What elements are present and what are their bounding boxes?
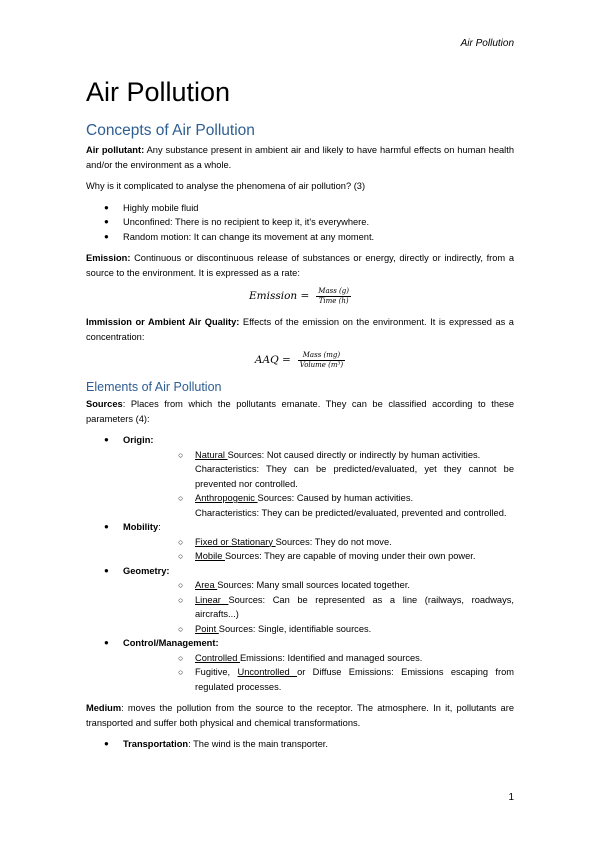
item-text: Sources: Can be represented as a line (railways, roadways, aircrafts...) [195,594,514,619]
item-prefix: Fugitive, [195,667,238,677]
formula-numerator: Mass (g) [318,287,349,295]
list-item: ● Unconfined: There is no recipient to keep it, it's everywhere. [86,215,514,230]
formula-lhs: AAQ = [254,354,291,367]
item-text: Sources: They do not move. [275,536,392,547]
underlined-term: Linear [195,594,229,605]
parameter-label-geometry: Geometry: [123,565,170,576]
list-item-controlled [123,651,514,666]
parameter-label-origin: Origin: [123,435,154,445]
term-immission: Immission or Ambient Air Quality: [86,317,240,327]
formula-lhs: Emission = [248,290,310,303]
characteristics-text: Characteristics: They can be predicted/evaluated, yet they cannot be prevented nor controlled. [195,464,514,489]
item-text: : The wind is the main transporter. [188,739,328,749]
term-transportation: Transportation [123,739,189,749]
paragraph-immission [86,315,514,344]
list-item: ● Highly mobile fluid [86,201,514,216]
label-suffix: : [158,522,161,532]
origin-sublist [123,448,514,521]
paragraph-medium [86,701,514,730]
list-item-mobility [86,520,514,564]
underlined-term: Mobile [195,551,225,561]
section-heading-concepts: Concepts of Air Pollution [86,122,255,139]
term-emission: Emission: [86,253,131,263]
paragraph-air-pollutant [86,143,514,172]
underlined-term: Fixed or Stationary [195,536,276,547]
formula-fraction [316,287,351,306]
term-air-pollutant: Air pollutant: [86,145,145,155]
list-item-fugitive [123,665,514,694]
list-item-area [123,578,514,593]
formula-denominator: Time (h) [318,297,349,305]
list-item-transportation [86,737,514,752]
medium-list [86,737,514,752]
underlined-term: Natural [195,449,228,460]
page-title: Air Pollution [86,77,231,107]
mobility-sublist [123,535,514,564]
formula-fraction [298,351,345,370]
section-heading-elements: Elements of Air Pollution [86,380,222,394]
list-item-linear [123,593,514,622]
underlined-term: Controlled [195,652,240,663]
characteristics-text: Characteristics: They can be predicted/evaluated, prevented and controlled. [195,507,507,518]
geometry-sublist [123,578,514,636]
list-item-anthropogenic [123,491,514,520]
term-sources: Sources [86,399,123,409]
parameter-label-control: Control/Management: [123,638,219,648]
running-header: Air Pollution [460,38,514,49]
list-item-control [86,636,514,694]
item-text: Sources: Many small sources located together. [217,580,410,590]
page-number: 1 [508,792,514,803]
control-sublist [123,651,514,695]
underlined-term: Area [195,580,218,590]
paragraph-question: Why is it complicated to analyse the phenomena of air pollution? (3) [86,181,366,191]
paragraph-emission [86,251,514,280]
reasons-list [86,201,514,245]
list-item-mobile [123,549,514,564]
item-text: Sources: Not caused directly or indirectly by human activities. [227,449,481,460]
list-item-geometry [86,564,514,637]
definition-air-pollutant: Any substance present in ambient air and likely to have harmful effects on human health and/or the environment as a whole. [86,145,514,170]
definition-emission: Continuous or discontinuous release of substances or energy, directly or indirectly, from a source to the environment. It is expressed as a rate: [86,253,514,278]
emission-formula [86,287,514,306]
underlined-term: Anthropogenic [195,493,258,503]
definition-immission: Effects of the emission on the environment. It is expressed as a concentration: [86,317,514,342]
definition-sources: : Places from which the pollutants emanate. They can be classified according to these parameters (4): [86,399,514,424]
list-item-natural [123,448,514,492]
formula-numerator: Mass (mg) [298,351,345,361]
list-item: ● Random motion: It can change its movement at any moment. [86,230,514,245]
aaq-formula [86,351,514,370]
definition-medium: : moves the pollution from the source to the receptor. The atmosphere. In it, pollutants are transported and suffer both physical and chemical transformations. [86,703,514,728]
item-text: or Diffuse Emissions: Emissions escaping from regulated processes. [195,667,514,692]
item-text: Emissions: Identified and managed sources. [239,652,423,663]
item-text: Sources: They are capable of moving under their own power. [224,551,476,561]
list-item-fixed [123,535,514,550]
underlined-term: Uncontrolled [237,667,298,677]
underlined-term: Point [195,623,219,634]
item-text: Sources: Caused by human activities. [257,493,414,503]
term-medium: Medium [86,703,122,713]
list-item-point [123,622,514,637]
parameter-label-mobility: Mobility [123,522,159,532]
page-content [86,70,514,759]
list-item-origin [86,433,514,520]
item-text: Sources: Single, identifiable sources. [218,623,372,634]
formula-denominator: Volume (m³) [299,361,344,369]
sources-parameter-list [86,433,514,694]
paragraph-sources [86,397,514,426]
